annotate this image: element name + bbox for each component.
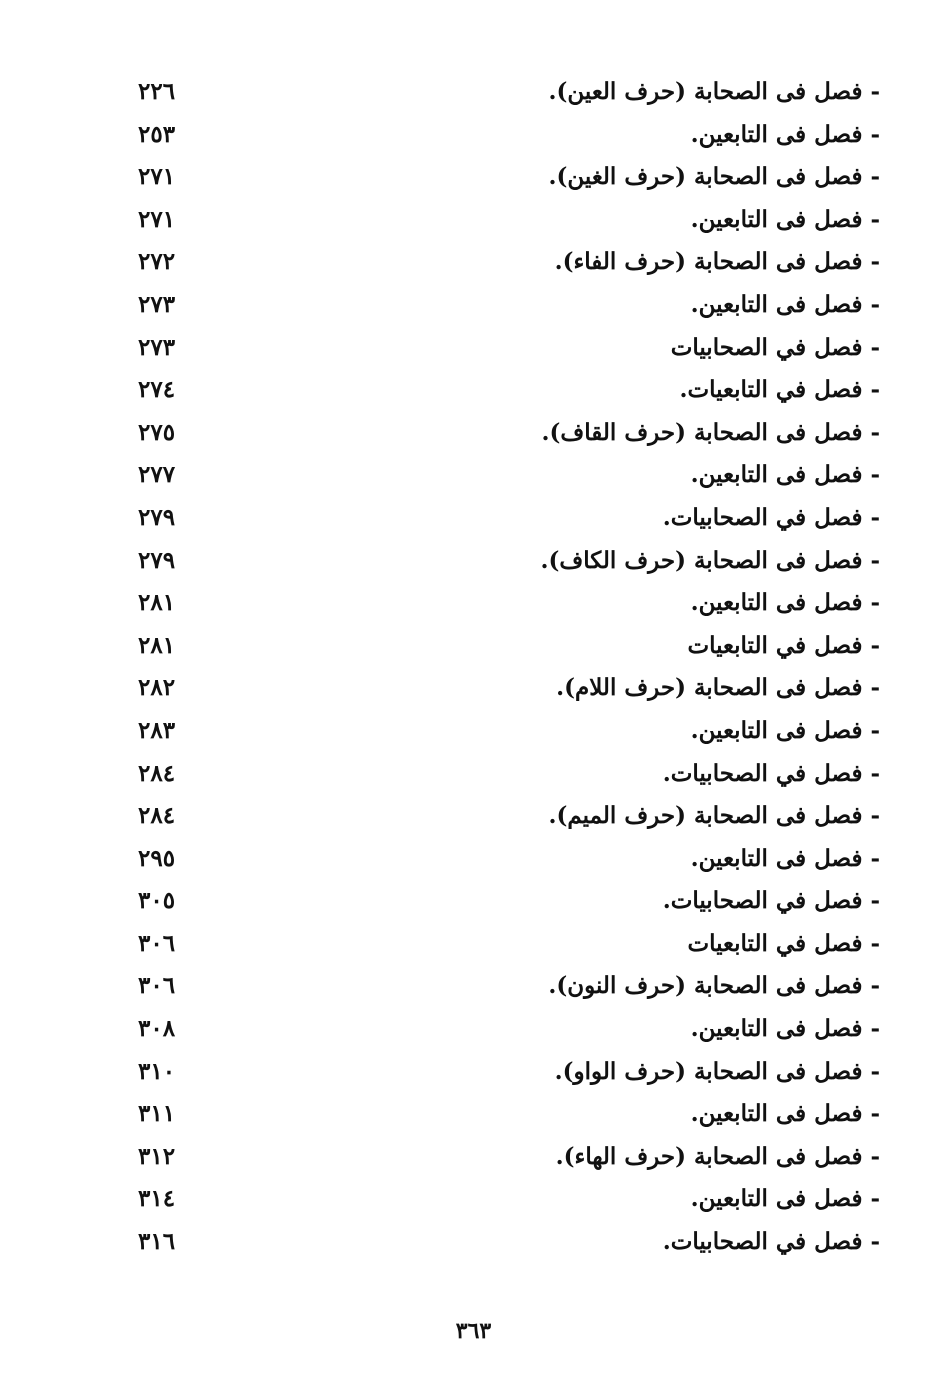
toc-entry-title: - فصل فى الصحابة (حرف الكاف). bbox=[540, 546, 880, 574]
toc-entry-title: - فصل فى الصحابة (حرف الميم). bbox=[548, 802, 880, 830]
toc-entry-page-number: ٢٨٣ bbox=[138, 716, 176, 744]
toc-entry-page-number: ٢٧٢ bbox=[138, 248, 176, 276]
toc-entry-page-number: ٢٧٣ bbox=[138, 290, 176, 318]
toc-entry-title: - فصل في الصحابيات. bbox=[662, 1228, 880, 1256]
toc-entry bbox=[120, 628, 880, 671]
toc-entry-title: - فصل في الصحابيات. bbox=[662, 759, 880, 787]
toc-entry-page-number: ٢٢٦ bbox=[138, 78, 176, 105]
toc-entry bbox=[120, 670, 880, 713]
toc-entry bbox=[120, 372, 880, 415]
toc-entry-page-number: ٢٧١ bbox=[138, 205, 176, 233]
toc-entry bbox=[120, 585, 880, 628]
toc-entry-page-number: ٣١٠ bbox=[138, 1057, 176, 1085]
toc-entry-title: - فصل فى الصحابة (حرف الفاء). bbox=[554, 248, 880, 276]
toc-entry bbox=[120, 74, 880, 117]
toc-entry bbox=[120, 713, 880, 756]
toc-entry-page-number: ٢٧٥ bbox=[138, 418, 176, 446]
toc-entry-page-number: ٢٨١ bbox=[138, 589, 176, 617]
toc-entry-page-number: ٢٧٧ bbox=[138, 461, 176, 489]
toc-entry bbox=[120, 117, 880, 160]
toc-entry-title: - فصل فى التابعين. bbox=[690, 461, 880, 489]
toc-entry bbox=[120, 415, 880, 458]
toc-entry-title: - فصل في الصحابيات. bbox=[662, 503, 880, 531]
toc-entry-page-number: ٣١٤ bbox=[138, 1185, 176, 1213]
toc-entry-title: - فصل فى الصحابة (حرف الواو). bbox=[554, 1057, 880, 1085]
toc-entry-title: - فصل فى التابعين. bbox=[690, 205, 880, 233]
toc-entry bbox=[120, 1054, 880, 1097]
toc-entry bbox=[120, 202, 880, 245]
toc-entry-title: - فصل فى التابعين. bbox=[690, 290, 880, 318]
toc-entry bbox=[120, 1224, 880, 1267]
toc-entry bbox=[120, 543, 880, 586]
toc-entry-page-number: ٢٨١ bbox=[138, 631, 176, 659]
toc-entry bbox=[120, 1181, 880, 1224]
toc-entry bbox=[120, 244, 880, 287]
toc-entry-title: - فصل فى الصحابة (حرف الهاء). bbox=[555, 1142, 880, 1170]
toc-entry-title: - فصل فى الصحابة (حرف النون). bbox=[548, 972, 880, 1000]
toc-entry-page-number: ٢٨٤ bbox=[138, 759, 176, 787]
toc-entry-title: - فصل في التابعيات bbox=[687, 929, 880, 957]
toc-entry-page-number: ٢٥٣ bbox=[138, 120, 176, 148]
toc-entry bbox=[120, 287, 880, 330]
toc-entry-title: - فصل فى التابعين. bbox=[690, 120, 880, 148]
toc-entry bbox=[120, 330, 880, 373]
toc-entry-title: - فصل في الصحابيات. bbox=[662, 887, 880, 915]
page-number: ٣٦٣ bbox=[455, 1318, 492, 1344]
toc-entry-page-number: ٣٠٦ bbox=[138, 972, 176, 1000]
toc-entry bbox=[120, 926, 880, 969]
toc-entry-title: - فصل فى الصحابة (حرف القاف). bbox=[541, 418, 880, 446]
toc-entry bbox=[120, 798, 880, 841]
toc-entry-title: - فصل فى التابعين. bbox=[690, 1015, 880, 1043]
toc-entry-title: - فصل فى التابعين. bbox=[690, 589, 880, 617]
toc-entry-page-number: ٣٠٨ bbox=[138, 1015, 176, 1043]
toc-entry-page-number: ٣١٢ bbox=[138, 1142, 176, 1170]
toc-entry bbox=[120, 1096, 880, 1139]
toc-entry bbox=[120, 1011, 880, 1054]
toc-entry bbox=[120, 500, 880, 543]
table-of-contents bbox=[120, 74, 880, 1267]
toc-entry bbox=[120, 756, 880, 799]
toc-entry bbox=[120, 968, 880, 1011]
toc-entry-title: - فصل في التابعيات. bbox=[679, 376, 880, 404]
toc-entry-title: - فصل فى التابعين. bbox=[690, 716, 880, 744]
toc-entry-page-number: ٢٧٩ bbox=[138, 503, 176, 531]
toc-entry bbox=[120, 1139, 880, 1182]
toc-entry bbox=[120, 841, 880, 884]
toc-entry-page-number: ٣١١ bbox=[138, 1100, 176, 1128]
toc-entry-page-number: ٢٨٤ bbox=[138, 802, 176, 830]
toc-entry-title: - فصل فى التابعين. bbox=[690, 1100, 880, 1128]
toc-entry-title: - فصل فى الصحابة (حرف اللام). bbox=[556, 674, 880, 702]
toc-entry-page-number: ٢٧٩ bbox=[138, 546, 176, 574]
toc-entry bbox=[120, 457, 880, 500]
toc-entry-title: - فصل فى التابعين. bbox=[690, 1185, 880, 1213]
toc-entry-page-number: ٢٨٢ bbox=[138, 674, 176, 702]
toc-entry-page-number: ٢٧٤ bbox=[138, 376, 176, 404]
toc-entry-title: - فصل فى الصحابة (حرف العين). bbox=[548, 78, 880, 105]
toc-entry-title: - فصل فى الصحابة (حرف الغين). bbox=[548, 163, 880, 191]
toc-entry-page-number: ٢٩٥ bbox=[138, 844, 176, 872]
toc-entry-page-number: ٢٧١ bbox=[138, 163, 176, 191]
toc-entry bbox=[120, 159, 880, 202]
toc-entry-page-number: ٣٠٦ bbox=[138, 929, 176, 957]
toc-entry-page-number: ٢٧٣ bbox=[138, 333, 176, 361]
toc-entry-title: - فصل في الصحابيات bbox=[670, 333, 880, 361]
toc-entry-title: - فصل في التابعيات bbox=[687, 631, 880, 659]
toc-entry-page-number: ٣٠٥ bbox=[138, 887, 176, 915]
toc-entry bbox=[120, 883, 880, 926]
toc-entry-page-number: ٣١٦ bbox=[138, 1228, 176, 1256]
toc-entry-title: - فصل فى التابعين. bbox=[690, 844, 880, 872]
